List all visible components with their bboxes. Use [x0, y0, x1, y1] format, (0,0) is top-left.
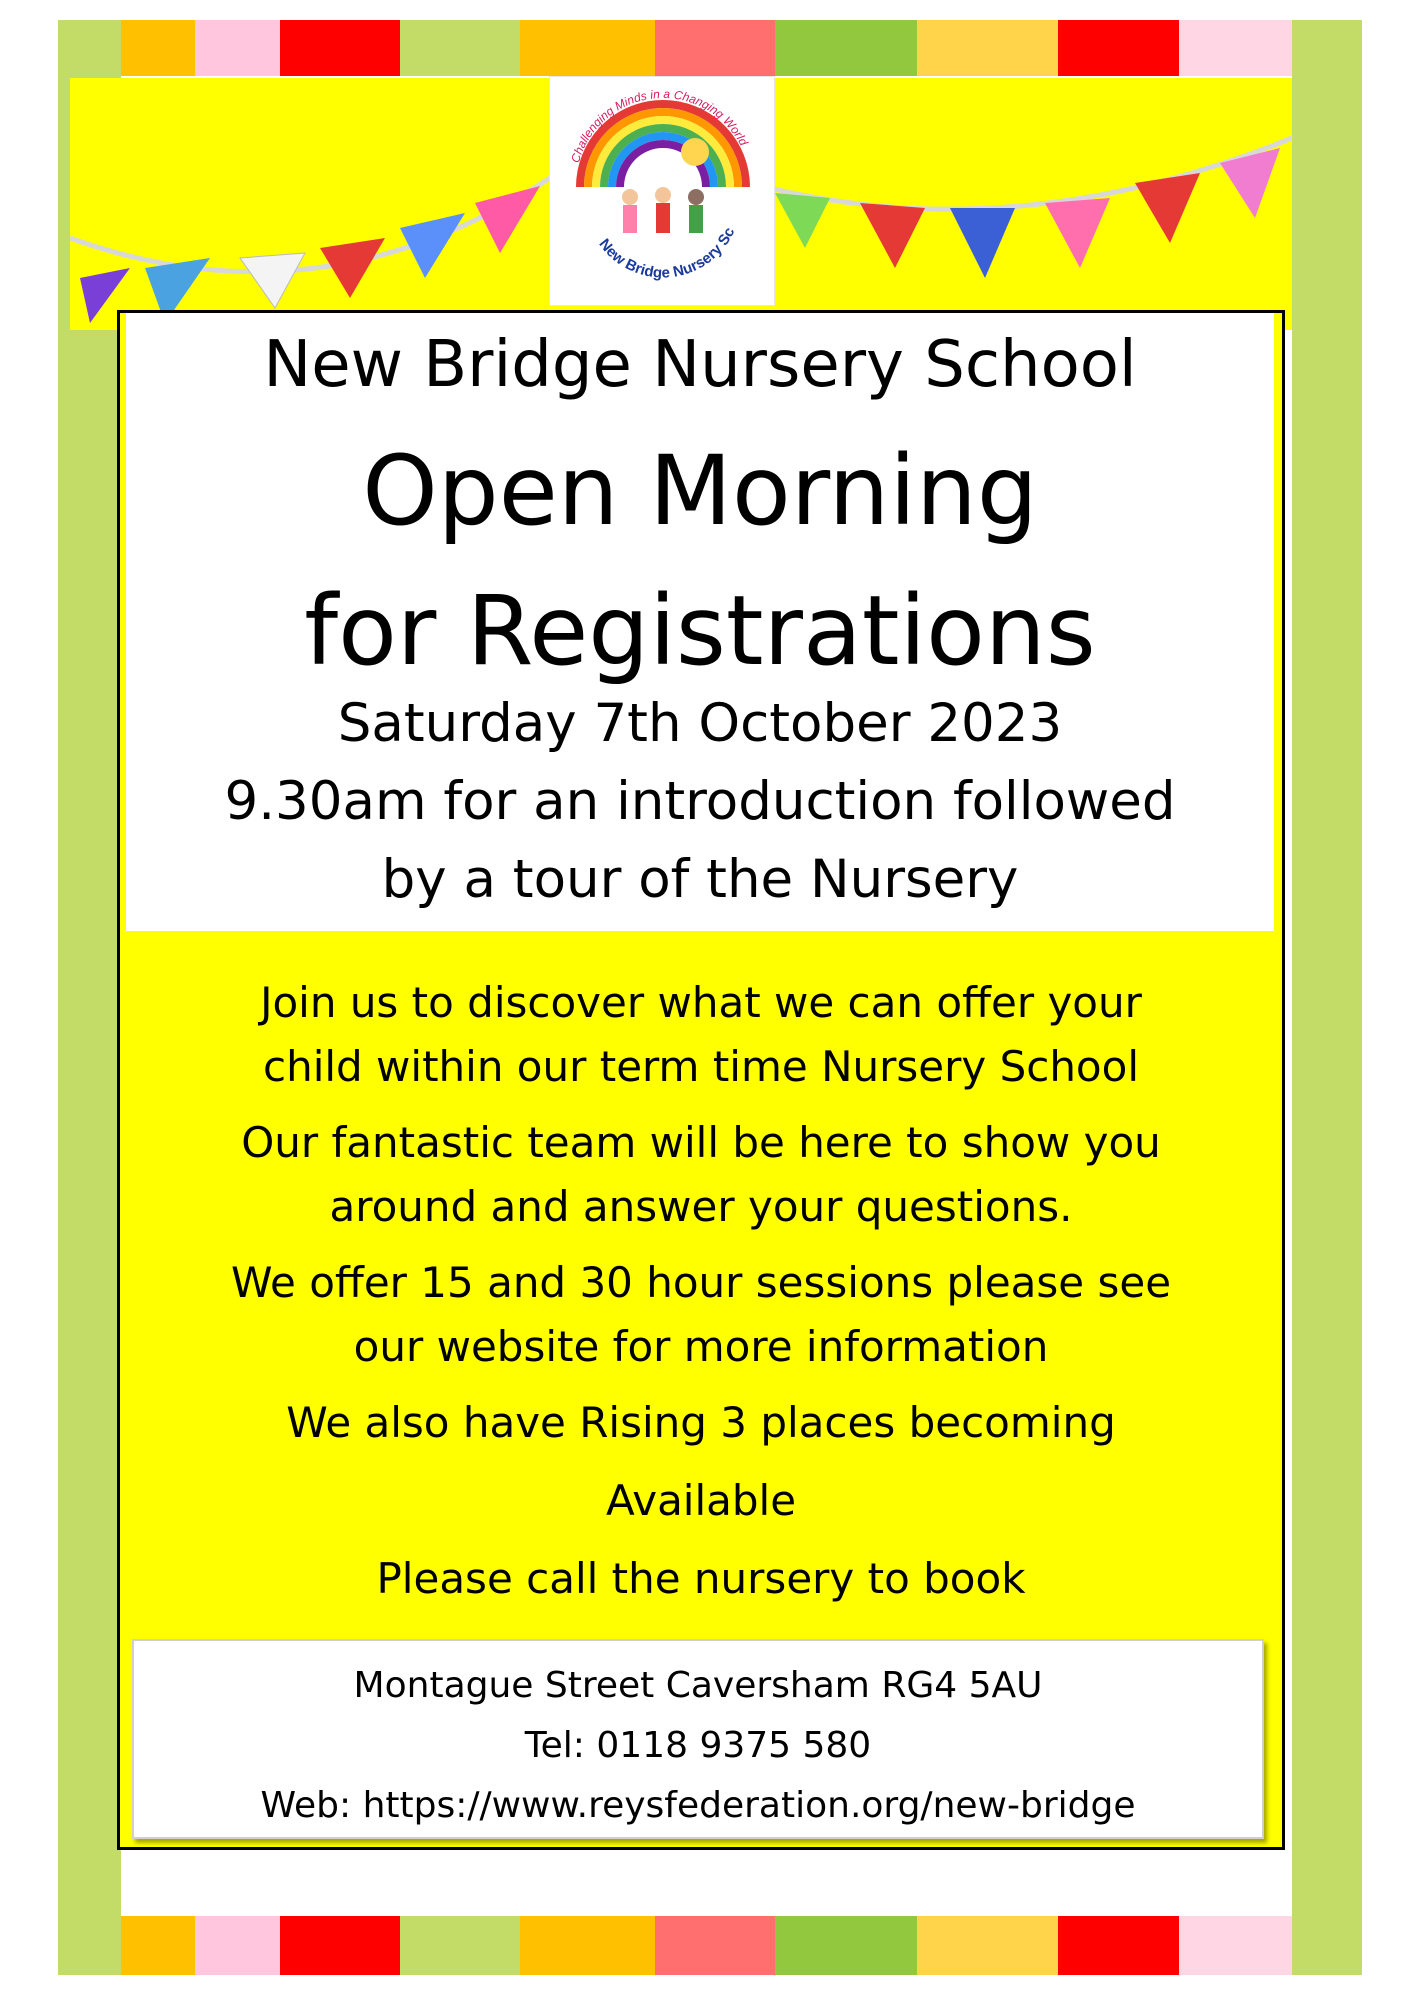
right-green-stripe: [1292, 20, 1362, 1975]
title-line-1: Open Morning: [362, 435, 1038, 547]
color-block: [655, 20, 775, 76]
body-line: We also have Rising 3 places becoming: [286, 1398, 1116, 1447]
contact-box: [132, 1639, 1264, 1839]
color-block: [121, 20, 195, 76]
color-block: [280, 1916, 400, 1975]
body-line: child within our term time Nursery School: [262, 1042, 1139, 1091]
color-block: [775, 1916, 917, 1975]
color-block: [775, 20, 917, 76]
event-time-line-2: by a tour of the Nursery: [381, 849, 1019, 910]
body-line: Available: [605, 1476, 797, 1525]
color-block: [917, 20, 1059, 76]
event-date: Saturday 7th October 2023: [337, 693, 1063, 754]
body-line: Our fantastic team will be here to show you: [241, 1118, 1161, 1167]
bottom-color-strip: [121, 1916, 1292, 1975]
color-block: [917, 1916, 1059, 1975]
top-color-strip: [121, 20, 1292, 76]
contact-address: Montague Street Caversham RG4 5AU: [353, 1665, 1043, 1706]
body-line: Please call the nursery to book: [376, 1554, 1026, 1603]
body-line: Join us to discover what we can offer your: [260, 978, 1142, 1027]
rainbow-logo-icon: [550, 77, 776, 307]
color-block: [195, 20, 280, 76]
color-block: [1179, 20, 1292, 76]
svg-text:New Bridge Nursery School: New Bridge Nursery Sc: [595, 224, 739, 282]
color-block: [655, 1916, 775, 1975]
contact-phone: Tel: 0118 9375 580: [524, 1725, 872, 1766]
heading-box: [126, 313, 1274, 931]
body-line: our website for more information: [353, 1322, 1049, 1371]
body-line: We offer 15 and 30 hour sessions please see: [230, 1258, 1172, 1307]
event-time-line-1: 9.30am for an introduction followed: [224, 771, 1176, 832]
title-line-2: for Registrations: [304, 575, 1096, 687]
color-block: [280, 20, 400, 76]
color-block: [520, 1916, 655, 1975]
color-block: [1058, 1916, 1178, 1975]
color-block: [400, 1916, 520, 1975]
color-block: [195, 1916, 280, 1975]
svg-text:Challenging Minds in a Changin: Challenging Minds in a Changing World: [568, 86, 751, 165]
color-block: [121, 1916, 195, 1975]
color-block: [400, 20, 520, 76]
main-frame: [117, 310, 1285, 1850]
color-block: [1058, 20, 1178, 76]
contact-website[interactable]: Web: https://www.reysfederation.org/new-bridge: [260, 1785, 1136, 1826]
body-line: around and answer your questions.: [329, 1182, 1073, 1231]
school-logo: [549, 76, 775, 306]
color-block: [520, 20, 655, 76]
color-block: [1179, 1916, 1292, 1975]
school-name: New Bridge Nursery School: [263, 328, 1137, 402]
